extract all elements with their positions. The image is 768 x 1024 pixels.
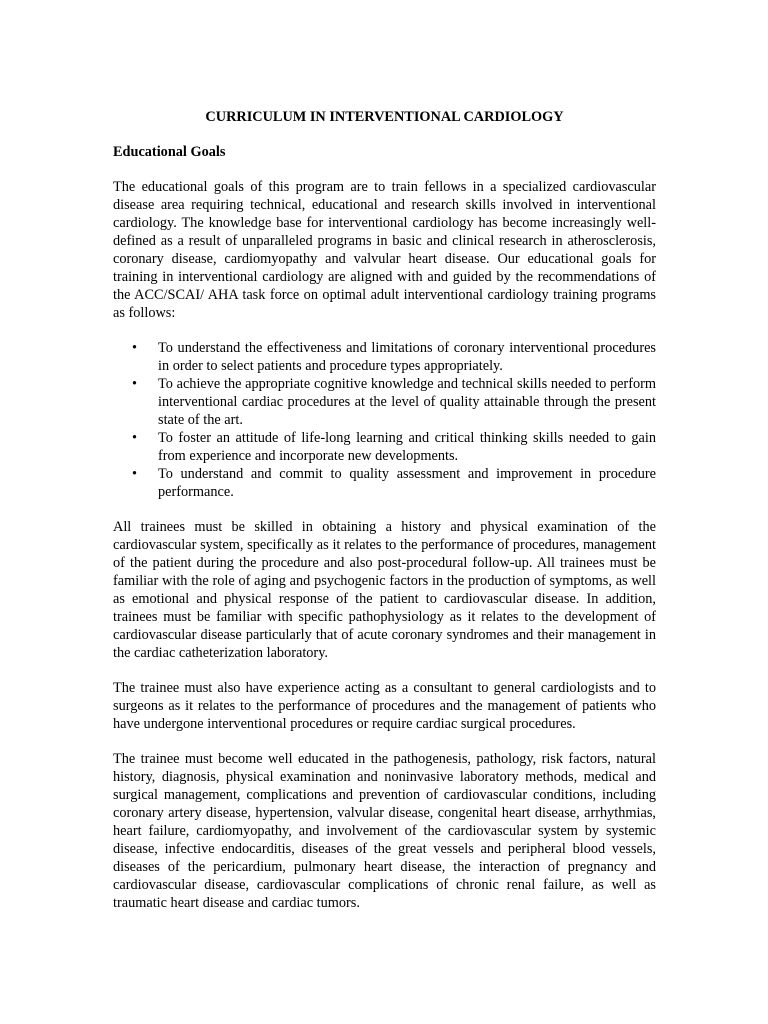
- body-paragraph: The trainee must also have experience acting as a consultant to general cardiologists and to surgeons as it relates to the performance of procedures and the management of patients who have undergone interventional procedures or require cardiac surgical procedures.: [113, 680, 656, 732]
- intro-paragraph: The educational goals of this program are to train fellows in a specialized cardiovascular disease area requiring technical, educational and research skills involved in interventional cardiology. The knowledge base for interventional cardiology has become increasingly well-defined as a result of unparalleled programs in basic and clinical research in atherosclerosis, coronary disease, cardiomyopathy and valvular heart disease. Our educational goals for training in interventional cardiology are aligned with and guided by the recommendations of the ACC/SCAI/ AHA task force on optimal adult interventional cardiology training programs as follows:: [113, 179, 656, 321]
- bullet-icon: •: [132, 376, 138, 392]
- goal-text: To understand the effectiveness and limitations of coronary interventional procedures in order to select patients and procedure types appropriately.: [158, 340, 656, 374]
- goal-text: To achieve the appropriate cognitive knowledge and technical skills needed to perform interventional cardiac procedures at the level of quality attainable through the present state of the art.: [158, 376, 656, 428]
- bullet-icon: •: [132, 466, 138, 482]
- bullet-icon: •: [132, 340, 138, 356]
- goal-text: To understand and commit to quality assessment and improvement in procedure performance.: [158, 466, 656, 500]
- goal-text: To foster an attitude of life-long learning and critical thinking skills needed to gain from experience and incorporate new developments.: [158, 430, 656, 464]
- goal-item: [113, 429, 656, 465]
- body-paragraph: The trainee must become well educated in the pathogenesis, pathology, risk factors, natural history, diagnosis, physical examination and noninvasive laboratory methods, medical and surgical management, complications and prevention of cardiovascular conditions, including coronary artery disease, hypertension, valvular disease, congenital heart disease, arrhythmias, heart failure, cardiomyopathy, and involvement of the cardiovascular system by systemic disease, infective endocarditis, diseases of the great vessels and peripheral blood vessels, diseases of the pericardium, pulmonary heart disease, the interaction of pregnancy and cardiovascular disease, cardiovascular complications of chronic renal failure, as well as traumatic heart disease and cardiac tumors.: [113, 751, 656, 911]
- goal-item: [113, 465, 656, 501]
- section-heading: Educational Goals: [113, 144, 226, 160]
- goal-item: [113, 339, 656, 375]
- goal-item: [113, 375, 656, 429]
- document-title: CURRICULUM IN INTERVENTIONAL CARDIOLOGY: [205, 109, 564, 125]
- body-paragraph: All trainees must be skilled in obtaining a history and physical examination of the cardiovascular system, specifically as it relates to the performance of procedures, management of the patient during the procedure and also post-procedural follow-up. All trainees must be familiar with the role of aging and psychogenic factors in the production of symptoms, as well as emotional and physical response of the patient to cardiovascular disease. In addition, trainees must be familiar with specific pathophysiology as it relates to the development of cardiovascular disease particularly that of acute coronary syndromes and their management in the cardiac catheterization laboratory.: [113, 519, 656, 661]
- goals-list: [113, 339, 656, 501]
- document-body: [113, 108, 656, 929]
- bullet-icon: •: [132, 430, 138, 446]
